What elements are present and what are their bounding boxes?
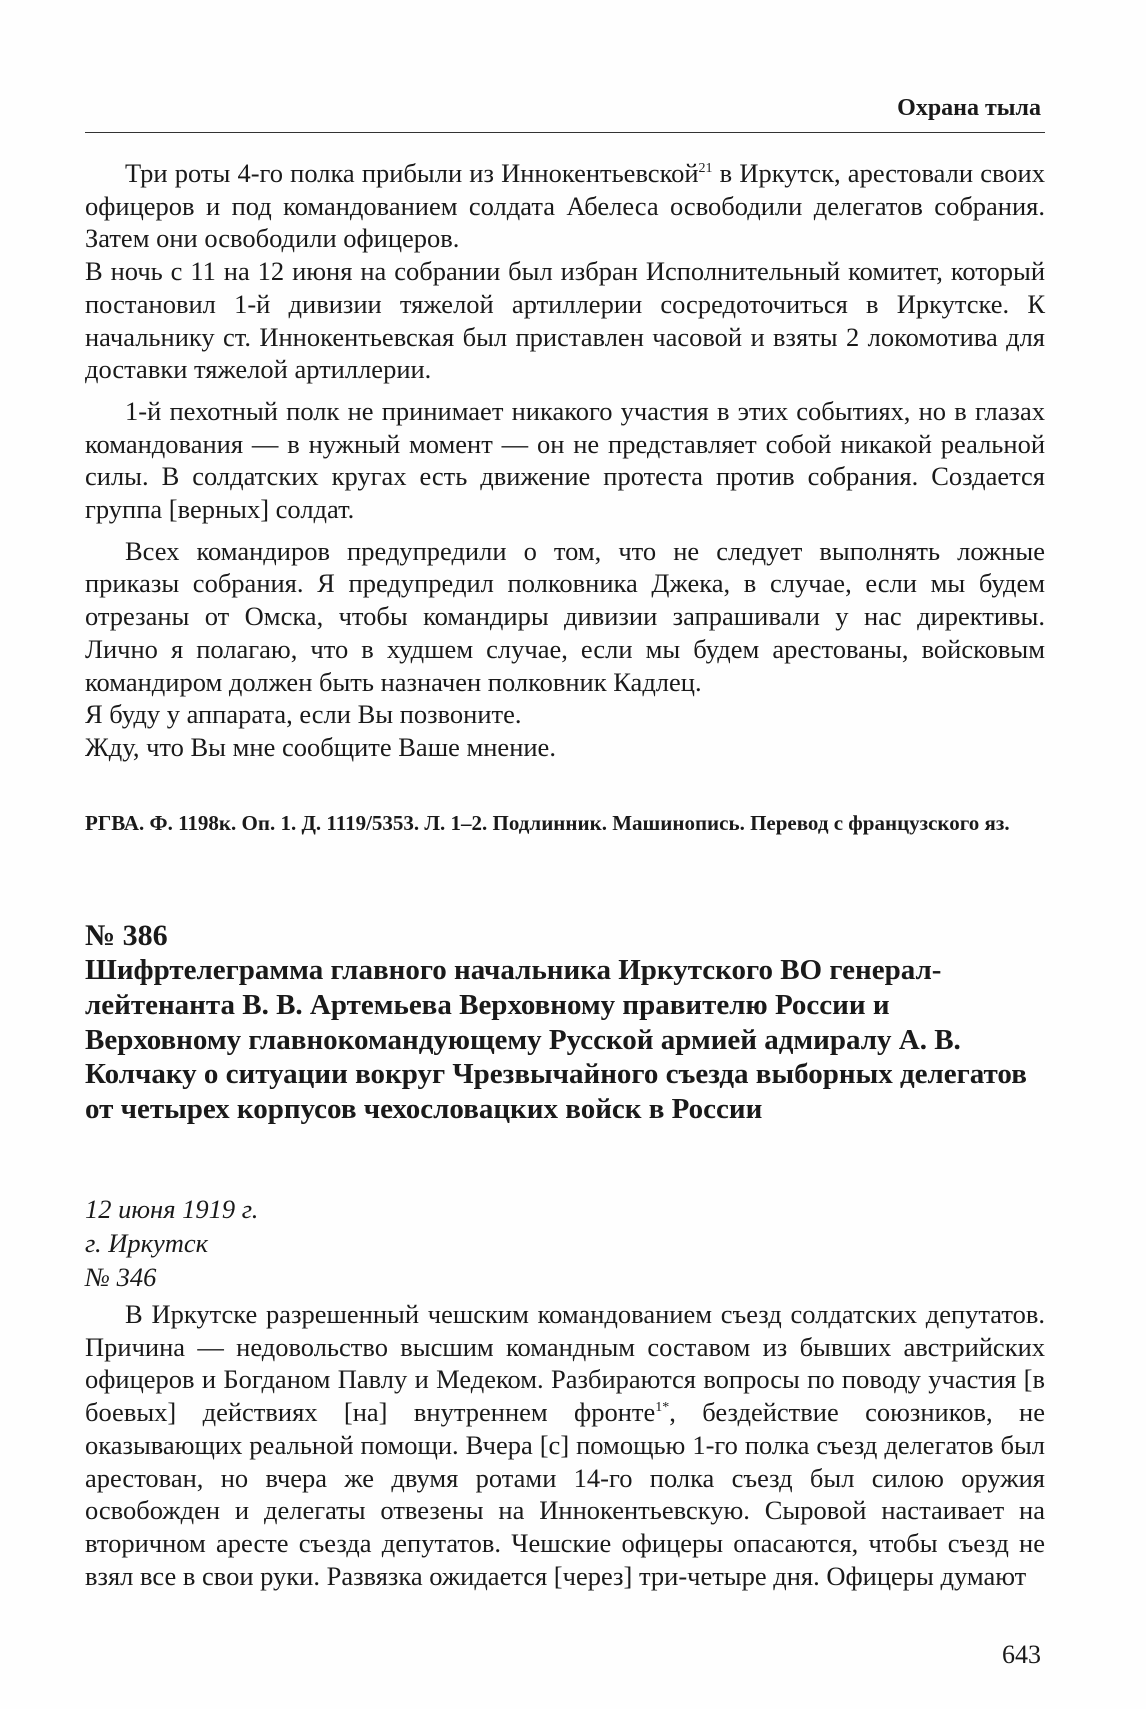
paragraph-text: в Иркутск, арестовали своих офицеров и под командованием солдата Абелеса освободили делегатов собрания. Затем они освободили офицеров. bbox=[85, 158, 1045, 254]
footnote-marker: 1* bbox=[655, 1400, 670, 1416]
paragraph bbox=[85, 1298, 1045, 1592]
running-head: Охрана тыла bbox=[897, 95, 1041, 121]
paragraph-text: Три роты 4-го полка прибыли из Иннокентьевской bbox=[125, 158, 699, 188]
telegram-text bbox=[85, 1298, 1045, 1592]
document-number: № 386 bbox=[85, 919, 168, 952]
document-title: Шифртелеграмма главного начальника Иркутского ВО генерал-лейтенанта В. В. Артемьева Верховному правителю России и Верховному главнокомандующему Русской армией адмиралу А. В. Колчаку о ситуации вокруг Чрезвычайного съезда выборных делегатов от четырех корпусов чехословацких войск в России bbox=[85, 954, 1027, 1126]
archive-source-note: РГВА. Ф. 1198к. Оп. 1. Д. 1119/5353. Л. 1–2. Подлинник. Машинопись. Перевод с французского яз. bbox=[85, 811, 1010, 835]
paragraph bbox=[85, 157, 1045, 255]
footnote-marker: 21 bbox=[698, 161, 713, 177]
paragraph: Я буду у аппарата, если Вы позвоните. bbox=[85, 699, 522, 730]
page-number: 643 bbox=[1002, 1640, 1041, 1669]
header-rule bbox=[85, 132, 1045, 133]
document-date: 12 июня 1919 г. bbox=[85, 1194, 259, 1224]
document-place: г. Иркутск bbox=[85, 1228, 209, 1258]
paragraph-text: В Иркутске разрешенный чешским командованием съезд солдатских депутатов. Причина — недовольство высшим командным составом из бывших австрийских офицеров и Богданом Павлу и Медеком. Разбираются вопросы по поводу участия [в боевых] действиях [на] внутреннем фронте bbox=[85, 1299, 1045, 1428]
paragraph: 1-й пехотный полк не принимает никакого участия в этих событиях, но в глазах командования — в нужный момент — он не представляет собой никакой реальной силы. В солдатских кругах есть движение протеста против собрания. Создается группа [верных] солдат. bbox=[85, 395, 1045, 525]
document-ref-number: № 346 bbox=[85, 1262, 157, 1292]
paragraph: Жду, что Вы мне сообщите Ваше мнение. bbox=[85, 731, 556, 762]
continuation-text bbox=[85, 157, 1045, 764]
document-meta bbox=[85, 1192, 258, 1294]
paragraph-text: , бездействие союзников, не оказывающих реальной помощи. Вчера [с] помощью 1-го полка съезд делегатов был арестован, но вчера же двумя ротами 14-го полка съезд был силою оружия освобожден и делегаты отвезены на Иннокентьевскую. Сыровой настаивает на вторичном аресте съезда депутатов. Чешские офицеры опасаются, чтобы съезд не взял все в свои руки. Развязка ожидается [через] три-четыре дня. Офицеры думают bbox=[85, 1397, 1046, 1591]
paragraph: Всех командиров предупредили о том, что не следует выполнять ложные приказы собрания. Я предупредил полковника Джека, в случае, если мы будем отрезаны от Омска, чтобы командиры дивизии запрашивали у нас директивы. Лично я полагаю, что в худшем случае, если мы будем арестованы, войсковым командиром должен быть назначен полковник Кадлец. bbox=[85, 535, 1045, 697]
paragraph: В ночь с 11 на 12 июня на собрании был избран Исполнительный комитет, который постановил 1-й дивизии тяжелой артиллерии сосредоточиться в Иркутске. К начальнику ст. Иннокентьевская был приставлен часовой и взяты 2 локомотива для доставки тяжелой артиллерии. bbox=[85, 256, 1045, 385]
